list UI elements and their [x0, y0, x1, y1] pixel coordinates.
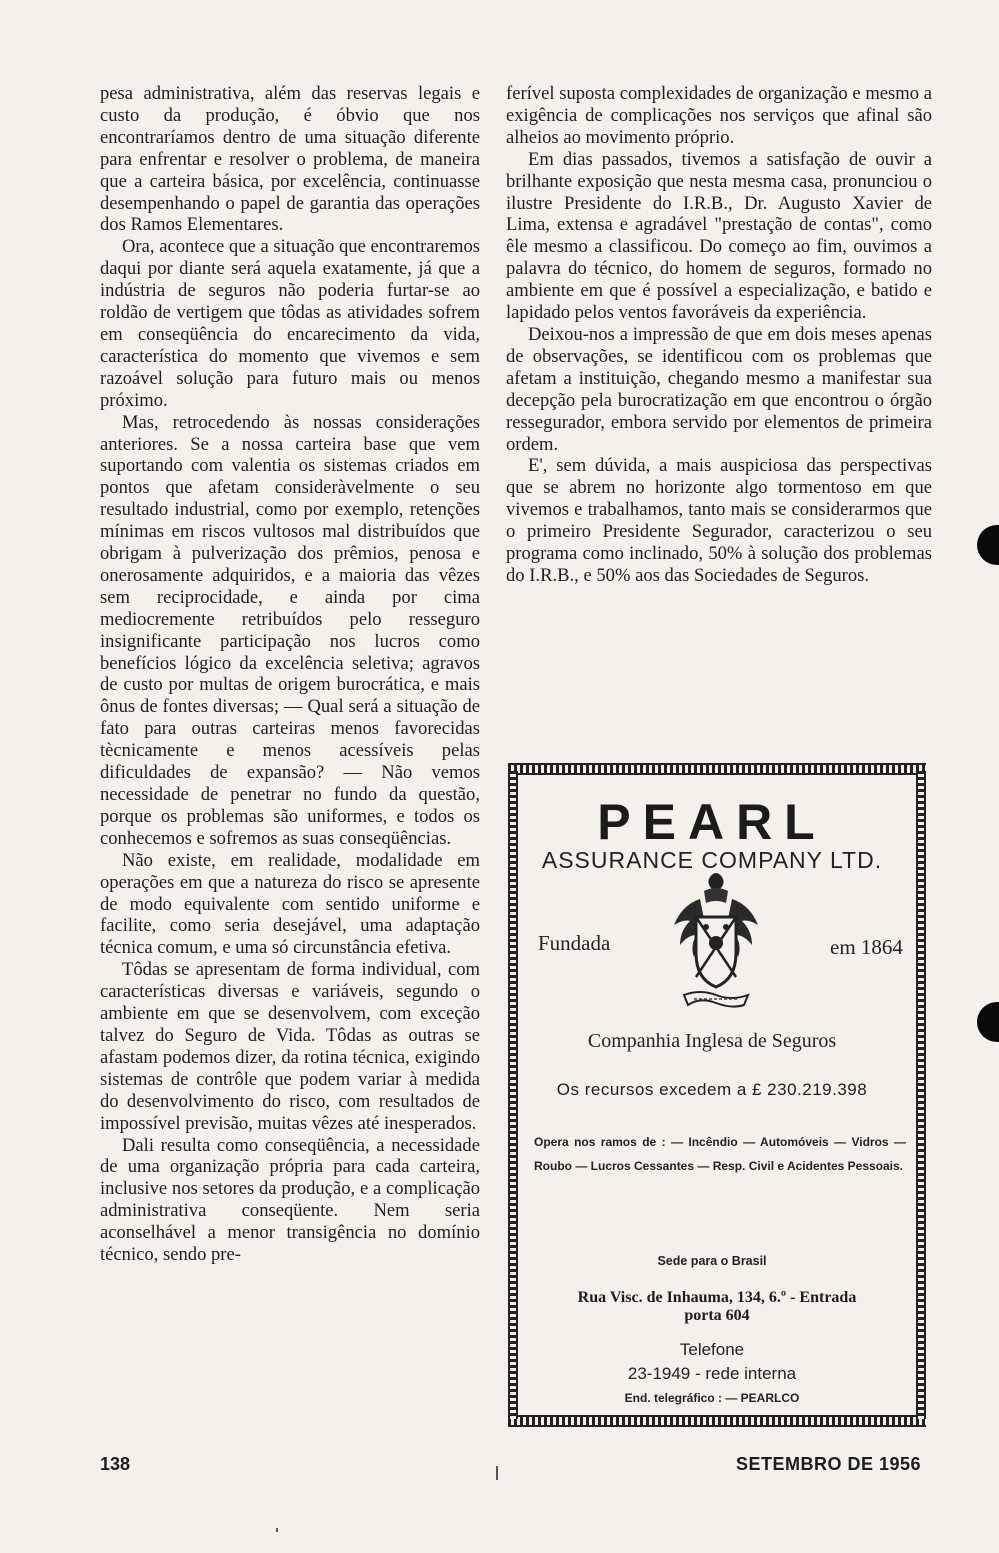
coat-of-arms-icon [670, 869, 762, 1019]
issue-date: SETEMBRO DE 1956 [736, 1454, 922, 1474]
paragraph: ferível suposta complexidades de organização e mesmo a exigência de complicações nos serviços que afinal são alheios ao movimento próprio. [506, 83, 932, 148]
paragraph: pesa administrativa, além das reservas legais e custo da produção, é óbvio que nos encontraríamos dentro de uma situação diferente para enfrentar e resolver o problema, de maneira que a carteira básica, por excelência, continuasse desempenhando o papel de garantia das operações dos Ramos Elementares. [100, 83, 480, 236]
scan-mark [496, 1466, 498, 1480]
ad-address-line2: porta 604 [684, 1307, 750, 1324]
ad-address-line1: Rua Visc. de Inhauma, 134, 6.º - Entrada [577, 1289, 857, 1306]
ad-founded-label: Fundada [538, 931, 611, 955]
punch-hole [977, 525, 999, 565]
ad-address [518, 1289, 916, 1325]
ad-phone-label: Telefone [679, 1340, 745, 1359]
paragraph: Ora, acontece que a situação que encontraremos daqui por diante será aquela exatamente, já que a indústria de seguros não poderia furtar-se ao roldão de vertigem que tôdas as atividades sofrem em conseqüência do encarecimento da vida, característica do momento que vivemos e sem razoável solução para futuro mais ou menos próximo. [100, 236, 480, 411]
ad-telegraph: End. telegráfico : — PEARLCO [624, 1391, 800, 1405]
ad-phone: 23-1949 - rede interna [627, 1364, 797, 1383]
ad-subtitle: Companhia Inglesa de Seguros [587, 1030, 837, 1052]
paragraph: Em dias passados, tivemos a satisfação de ouvir a brilhante exposição que nesta mesma casa, pronunciou o ilustre Presidente do I.R.B., Dr. Augusto Xavier de Lima, extensa e agradável "prestação de contas", como êle mesmo a classificou. Do começo ao fim, ouvimos a palavra do técnico, do homem de seguros, formado no ambiente em que é possível a especialização, e batido e lapidado pelos ventos favoráveis da experiência. [506, 148, 932, 324]
ad-resources: Os recursos excedem a £ 230.219.398 [556, 1080, 868, 1099]
ad-border-top [508, 763, 926, 775]
scan-mark [276, 1528, 278, 1532]
paragraph: E', sem dúvida, a mais auspiciosa das perspectivas que se abrem no horizonte algo tormentoso em que vivemos e trabalhamos, tanto mais se considerarmos que o primeiro Presidente Segurador, caracterizou o seu programa como inclinado, 50% à solução dos problemas do I.R.B., e 50% aos das Sociedades de Seguros. [506, 455, 932, 586]
ad-brand: PEARL [597, 794, 827, 850]
paragraph: Tôdas se apresentam de forma individual, com características diversas e variáveis, segundo o ambiente em que se desenvolvem, com exceção talvez do Seguro de Vida. Tôdas as outras se afastam podemos dizer, da rotina técnica, exigindo sistemas de contrôle que podem variar à medida do desenvolvimento do risco, com resultados de impossível previsão, muitas vêzes até inesperados. [100, 959, 480, 1134]
punch-hole [977, 1002, 999, 1042]
paragraph: Mas, retrocedendo às nossas considerações anteriores. Se a nossa carteira base que vem suportando com valentia os sistemas criados em pontos que afetam consideràvelmente o seu resultado industrial, como por exemplo, retenções mínimas em riscos vultosos mal distribuídos que obrigam à pulverização dos prêmios, penosa e onerosamente adquiridos, e a maioria das vêzes sem reciprocidade, e ainda por cima mediocremente retribuídos pelo resseguro insignificante participação nos lucros como benefícios lógico da excelência seletiva; agravos de custo por multas de origem burocrática, e mais ônus de fontes diversas; — Qual será a situação de fato para outras carteiras menos favorecidas tècnicamente e menos acessíveis pelas dificuldades de expansão? — Não vemos necessidade de penetrar no fundo da questão, porque os problemas são uniformes, e todos os conhecemos e sofremos as suas conseqüências. [100, 411, 480, 849]
ad-border-bottom [508, 1415, 926, 1427]
ad-founded-year: em 1864 [830, 935, 903, 959]
paragraph: Não existe, em realidade, modalidade em operações em que a natureza do risco se apresente de modo equivalente com sentido uniforme e facilite, como seria desejável, uma adaptação técnica comum, e uma só circunstância efetiva. [100, 849, 480, 959]
page-number: 138 [100, 1454, 131, 1474]
ad-hq-label: Sede para o Brasil [657, 1254, 767, 1268]
left-text-column [100, 83, 480, 1266]
ad-operations: Opera nos ramos de : — Incêndio — Automóveis — Vidros — Roubo — Lucros Cessantes — Resp. Civil e Acidentes Pessoais. [534, 1135, 906, 1173]
paragraph: Dali resulta como conseqüência, a necessidade de uma organização própria para cada carteira, inclusive nos setores da produção, e a complicação administrativa conseqüente. Nem seria aconselhável a menor transigência no domínio técnico, sendo pre- [100, 1134, 480, 1266]
right-text-column [506, 83, 932, 587]
ad-company-name: ASSURANCE COMPANY LTD. [541, 847, 883, 873]
paragraph: Deixou-nos a impressão de que em dois meses apenas de observações, se identificou com os problemas que afetam a instituição, chegando mesmo a manifestar sua decepção pela burocratização em que encontrou o órgão ressegurador, embora servido por elementos de primeira ordem. [506, 323, 932, 455]
pearl-advertisement [498, 757, 926, 1433]
